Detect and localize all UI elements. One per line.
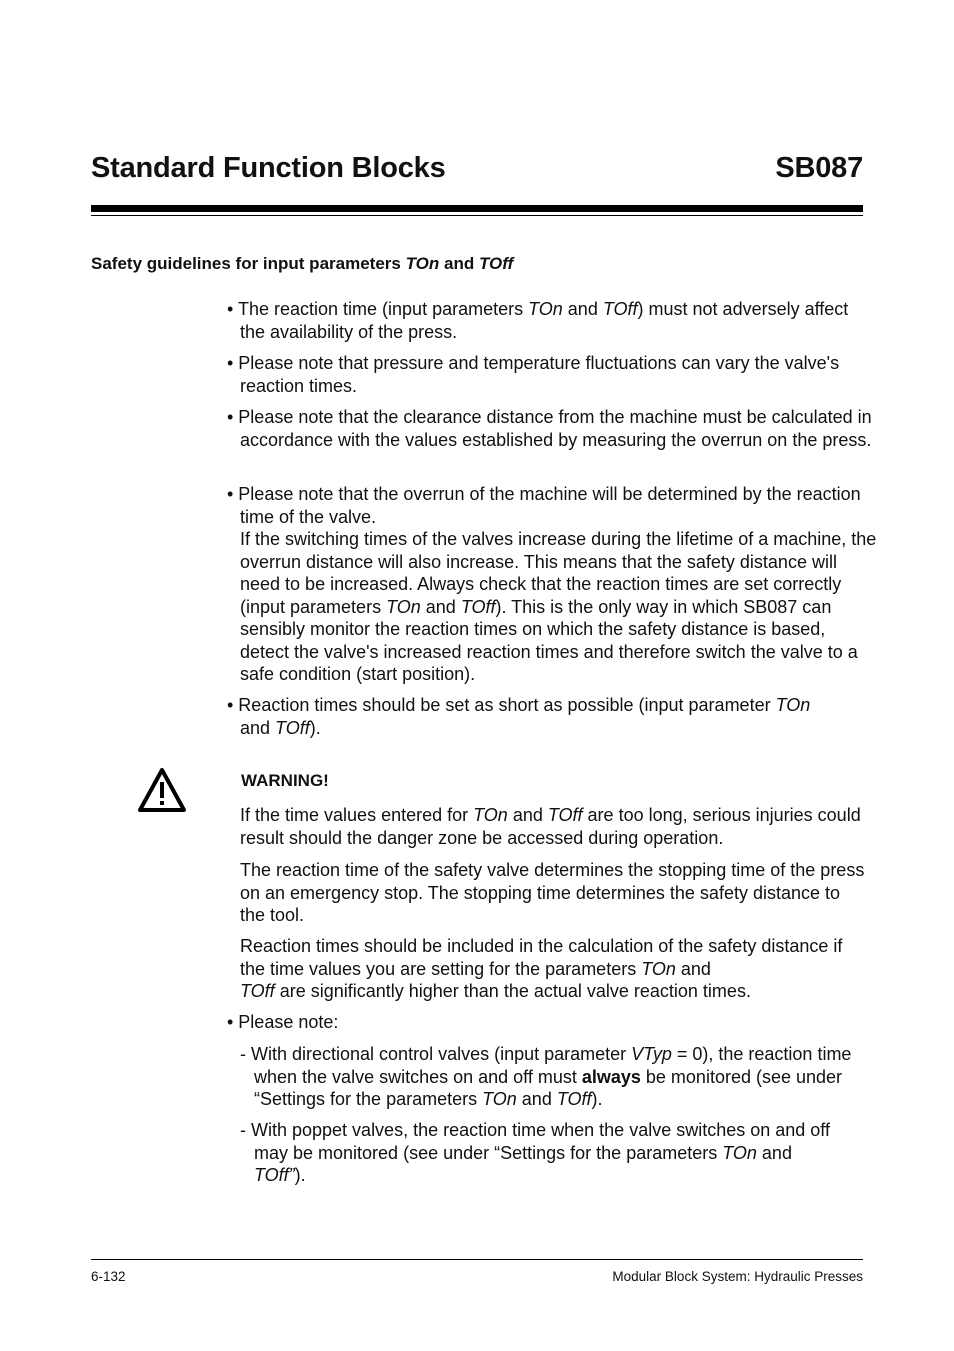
footer-doc-title: Modular Block System: Hydraulic Presses xyxy=(612,1269,863,1284)
bullet-4: • Please note that the overrun of the machine will be determined by the reaction time of the valve. If the switching times of the valves increase during the lifetime of a machine, the overrun distance will also increase. This means that the safety distance will need to be increased. Always check that the reaction times are set correctly (input parameters TOn and TOff). This is the only way in which SB087 can sensibly monitor the reaction times on which the safety distance is based, detect the valve's increased reaction times and therefore switch the valve to a safe condition (start position). xyxy=(227,484,877,684)
block-id: SB087 xyxy=(775,152,863,184)
note-dash-1: - With directional control valves (input parameter VTyp = 0), the reaction time when the valve switches on and off must always be monitored (see under “Settings for the parameters TOn and TOff). xyxy=(240,1044,852,1109)
page-number: 6-132 xyxy=(91,1269,126,1284)
warning-title: WARNING! xyxy=(241,771,329,790)
header-rule-thin xyxy=(91,215,863,216)
note-dash-2: - With poppet valves, the reaction time when the valve switches on and off may be monitored (see under “Settings for the parameters TOn and TOff”). xyxy=(240,1120,830,1185)
bullet-2: • Please note that pressure and temperature fluctuations can vary the valve's reaction times. xyxy=(227,353,840,396)
bullet-3: • Please note that the clearance distance from the machine must be calculated in accordance with the values established by measuring the overrun on the press. xyxy=(227,407,872,450)
footer-rule xyxy=(91,1259,863,1260)
bullet-5: • Reaction times should be set as short as possible (input parameter TOn and TOff). xyxy=(227,695,811,738)
bullet-1: • The reaction time (input parameters TOn and TOff) must not adversely affect the availability of the press. xyxy=(227,299,849,342)
warning-triangle-icon xyxy=(137,767,187,813)
warning-paragraph-1: If the time values entered for TOn and TOff are too long, serious injuries could result should the danger zone be accessed during operation. xyxy=(240,805,861,848)
section-heading: Safety guidelines for input parameters TOn and TOff xyxy=(91,254,514,273)
warning-paragraph-2: The reaction time of the safety valve determines the stopping time of the press on an emergency stop. The stopping time determines the safety distance to the tool. xyxy=(240,860,865,925)
note-label: • Please note: xyxy=(227,1012,339,1032)
warning-paragraph-3: Reaction times should be included in the calculation of the safety distance if the time values you are setting for the parameters TOn and TOff are significantly higher than the actual valve reaction times. xyxy=(240,936,843,1001)
header-rule-thick xyxy=(91,205,863,212)
page-title: Standard Function Blocks xyxy=(91,152,446,184)
